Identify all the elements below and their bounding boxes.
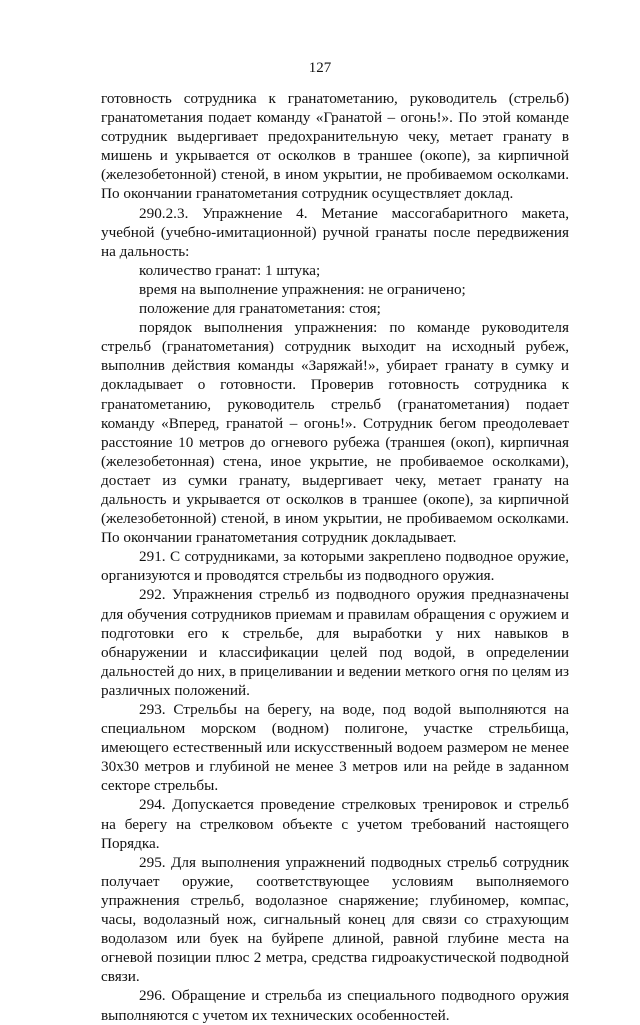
page-body [101,89,569,1025]
paragraph-294: 294. Допускается проведение стрелковых тренировок и стрельб на берегу на стрелковом объекте с учетом требований настоящего Порядка. [101,796,569,852]
paragraph-time-limit: время на выполнение упражнения: не ограничено; [139,280,466,298]
paragraph-continuation: готовность сотрудника к гранатометанию, руководитель (стрельб) гранатометания подает команду «Гранатой – огонь!». По этой команде сотрудник выдергивает предохранительную чеку, метает гранату в мишень и укрывается от осколков в траншее (окопе), за кирпичной (железобетонной) стеной, в ином укрытии, не пробиваемом осколками. По окончании гранатометания сотрудник осуществляет доклад. [101,90,569,203]
paragraph-procedure: порядок выполнения упражнения: по команде руководителя стрельб (гранатометания) сотрудник выходит на исходный рубеж, выполнив действия команды «Заряжай!», убирает гранату в сумку и докладывает о готовности. Проверив готовность сотрудника к гранатометанию, руководитель стрельб (гранатометания) подает команду «Вперед, гранатой – огонь!». Сотрудник бегом преодолевает расстояние 10 метров до огневого рубежа (траншея (окоп), кирпичная (железобетонная) стена, иное укрытие, не пробиваемое осколками), достает из сумки гранату, выдергивает чеку, метает гранату на дальность и укрывается от осколков в траншее (окопе), за кирпичной (железобетонной) стеной, в ином укрытии, не пробиваемом осколками. По окончании гранатометания сотрудник докладывает. [101,319,569,547]
page-number: 127 [308,60,332,76]
paragraph-position: положение для гранатометания: стоя; [139,300,381,318]
paragraph-292: 292. Упражнения стрельб из подводного оружия предназначены для обучения сотрудников приемам и правилам обращения с оружием и подготовки его к стрельбе, для выработки у них навыков в обнаружении и классификации целей под водой, в определении дальностей до них, в прицеливании и ведении меткого огня по целям из различных положений. [101,586,569,699]
paragraph-293: 293. Стрельбы на берегу, на воде, под водой выполняются на специальном морском (водном) полигоне, участке стрельбища, имеющего естественный или искусственный водоем размером не менее 30х30 метров и глубиной не менее 3 метров или на рейде в заданном секторе стрельбы. [101,701,569,795]
paragraph-grenade-count: количество гранат: 1 штука; [139,261,321,279]
paragraph-290-2-3: 290.2.3. Упражнение 4. Метание массогабаритного макета, учебной (учебно-имитационной) ручной гранаты после передвижения на дальность: [101,204,569,260]
paragraph-291: 291. С сотрудниками, за которыми закреплено подводное оружие, организуются и проводятся стрельбы из подводного оружия. [101,548,569,585]
paragraph-296: 296. Обращение и стрельба из специального подводного оружия выполняются с учетом их технических особенностей. [101,987,569,1024]
paragraph-295: 295. Для выполнения упражнений подводных стрельб сотрудник получает оружие, соответствующее условиям выполняемого упражнения стрельб, водолазное снаряжение; глубиномер, компас, часы, водолазный нож, сигнальный конец для связи со страхующим водолазом или буек на буйрепе длиной, равной глубине места на огневой позиции плюс 2 метра, средства гидроакустической подводной связи. [101,853,569,986]
